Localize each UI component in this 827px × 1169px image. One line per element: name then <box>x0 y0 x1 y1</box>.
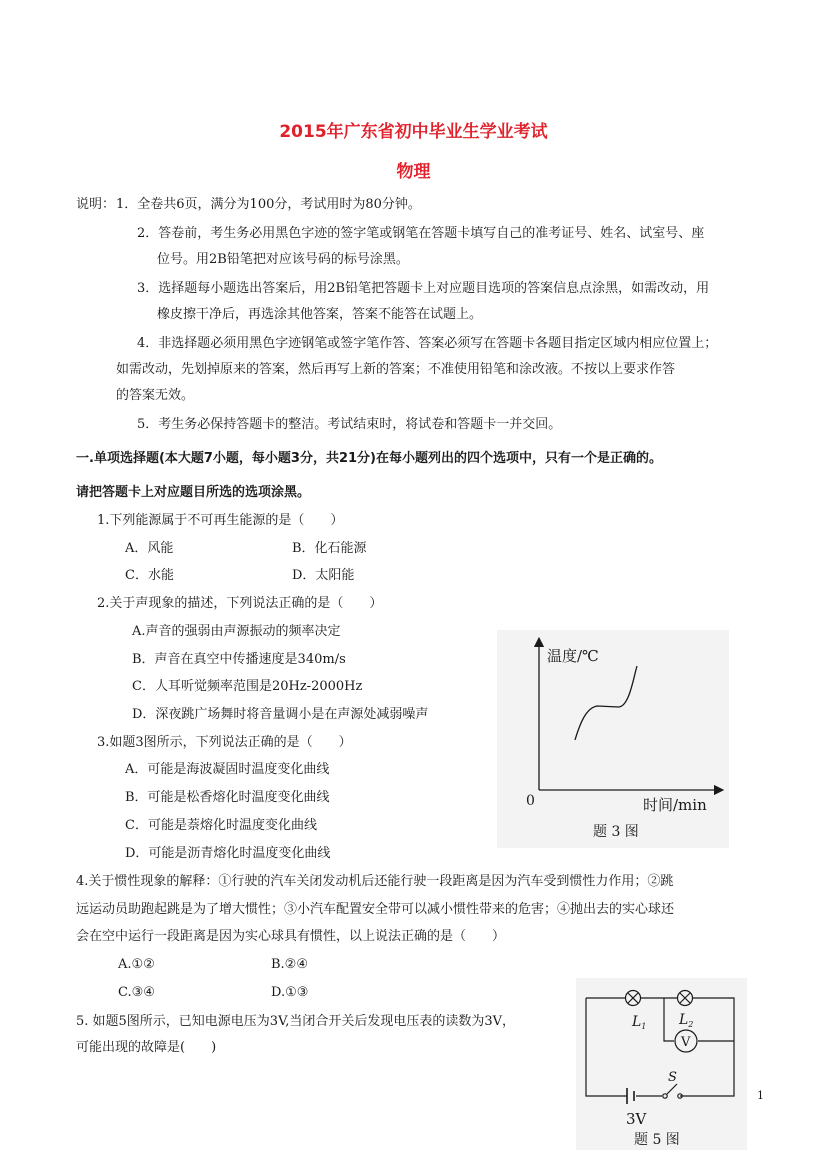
instruction-item: 5．考生务必保持答题卡的整洁。考试结束时，将试卷和答题卡一并交回。 <box>137 417 562 432</box>
x-axis-label: 时间/min <box>643 796 707 814</box>
figure-5-caption: 题 5 图 <box>634 1132 680 1148</box>
question-3-option-b: B．可能是松香熔化时温度变化曲线 <box>125 790 330 805</box>
circuit-diagram <box>576 978 747 1150</box>
exam-title: 2015年广东省初中毕业生学业考试 <box>279 122 548 142</box>
page-number: 1 <box>757 1089 764 1102</box>
question-5-line: 5. 如题5图所示，已知电源电压为3V,当闭合开关后发现电压表的读数为3V， <box>76 1014 515 1029</box>
question-1-option-a: A．风能 <box>125 541 174 556</box>
figure-5 <box>576 978 747 1150</box>
question-2-option-b: B．声音在真空中传播速度是340m/s <box>132 652 346 667</box>
instruction-item: 3．选择题每小题选出答案后，用2B铅笔把答题卡上对应题目选项的答案信息点涂黑，如需改动，用 <box>137 281 710 296</box>
voltmeter-label: V <box>681 1035 691 1050</box>
instruction-item: 的答案无效。 <box>116 388 195 403</box>
question-4-option-d: D.①③ <box>271 985 309 1000</box>
instruction-item: 4．非选择题必须用黑色字迹钢笔或签字笔作答、答案必须写在答题卡各题目指定区域内相应位置上； <box>137 336 718 351</box>
lamp-l2-label: $L_2$ <box>679 1012 694 1029</box>
switch-icon <box>667 1084 677 1094</box>
question-3-option-d: D．可能是沥青熔化时温度变化曲线 <box>125 846 331 861</box>
instruction-item: 如需改动，先划掉原来的答案，然后再写上新的答案；不准使用铅笔和涂改液。不按以上要求作答 <box>116 362 676 377</box>
question-2-option-a: A.声音的强弱由声源振动的频率决定 <box>132 624 341 639</box>
battery-icon <box>627 1088 634 1104</box>
question-4-option-c: C.③④ <box>118 985 155 1000</box>
question-2-stem: 2.关于声现象的描述，下列说法正确的是（ ） <box>97 596 383 611</box>
switch-terminal <box>663 1094 667 1098</box>
instruction-item: 位号。用2B铅笔把对应该号码的标号涂黑。 <box>157 252 409 267</box>
question-2-option-c: C．人耳听觉频率范围是20Hz-2000Hz <box>132 679 363 694</box>
source-voltage-label: 3V <box>626 1110 647 1128</box>
question-5-line: 可能出现的故障是( ) <box>76 1040 217 1055</box>
question-2-option-d: D．深夜跳广场舞时将音量调小是在声源处减弱噪声 <box>132 707 429 722</box>
temperature-time-graph <box>497 630 729 848</box>
lamp-l1-label: $L_1$ <box>632 1014 647 1031</box>
question-1-stem: 1.下列能源属于不可再生能源的是（ ） <box>97 513 344 528</box>
question-4-line: 4.关于惯性现象的解释：①行驶的汽车关闭发动机后还能行驶一段距离是因为汽车受到惯性力作用；②跳 <box>76 874 674 889</box>
instruction-item: 1．全卷共6页，满分为100分，考试用时为80分钟。 <box>116 197 421 212</box>
temperature-curve <box>575 666 637 740</box>
question-3-stem: 3.如题3图所示，下列说法正确的是（ ） <box>97 735 352 750</box>
question-4-line: 远运动员助跑起跳是为了增大惯性；③小汽车配置安全带可以减小惯性带来的危害；④抛出去的实心球还 <box>76 902 675 917</box>
instructions-prefix: 说明： <box>76 197 116 212</box>
question-4-option-a: A.①② <box>118 957 155 972</box>
question-4-option-b: B.②④ <box>271 957 308 972</box>
switch-label: S <box>668 1070 677 1085</box>
question-1-option-c: C．水能 <box>125 568 174 583</box>
wire-left <box>586 998 627 1096</box>
question-3-option-a: A．可能是海波凝固时温度变化曲线 <box>125 762 330 777</box>
y-axis-label: 温度/℃ <box>547 647 599 665</box>
instruction-item: 2．答卷前，考生务必用黑色字迹的签字笔或钢笔在答题卡填写自己的准考证号、姓名、试室号、座 <box>137 226 705 241</box>
wire-volt-left <box>664 998 674 1041</box>
origin-label: 0 <box>526 793 535 809</box>
question-1-option-d: D．太阳能 <box>292 568 355 583</box>
section-heading: 一.单项选择题(本大题7小题，每小题3分，共21分)在每小题列出的四个选项中，只有一个是正确的。 <box>76 451 663 466</box>
instruction-item: 橡皮擦干净后，再选涂其他答案，答案不能答在试题上。 <box>157 307 483 322</box>
question-4-line: 会在空中运行一段距离是因为实心球具有惯性，以上说法正确的是（ ） <box>76 929 506 944</box>
question-3-option-c: C．可能是萘熔化时温度变化曲线 <box>125 818 317 833</box>
subject-title: 物理 <box>396 162 431 182</box>
figure-3-caption: 题 3 图 <box>593 824 639 840</box>
section-heading-cont: 请把答题卡上对应题目所选的选项涂黑。 <box>76 485 311 500</box>
figure-3 <box>497 630 729 848</box>
question-1-option-b: B．化石能源 <box>292 541 367 556</box>
